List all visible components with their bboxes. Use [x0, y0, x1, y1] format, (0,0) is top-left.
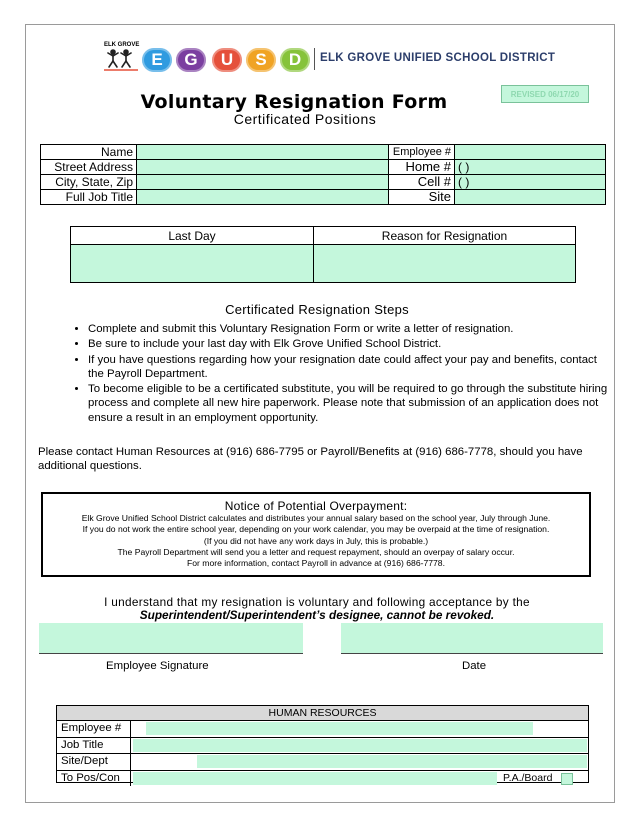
hr-employee-number-label: Employee #	[57, 721, 131, 737]
acknowledgement-emphasis: Superintendent/Superintendent’s designee, cannot be revoked.	[139, 608, 495, 622]
date-label: Date	[462, 660, 487, 672]
hr-job-title-label: Job Title	[57, 738, 131, 754]
reason-field[interactable]	[314, 245, 576, 283]
notice-title: Notice of Potential Overpayment:	[224, 499, 408, 513]
acknowledgement-text: I understand that my resignation is voluntary and following acceptance by the	[104, 595, 530, 609]
notice-line: If you do not work the entire school year, depending on your work calendar, you may be overpaid at the time of resignation.	[82, 524, 550, 535]
overpayment-notice	[41, 492, 591, 577]
notice-line: For more information, contact Payroll in advance at (916) 686-7778.	[187, 558, 445, 569]
city-state-zip-field[interactable]	[137, 175, 389, 190]
form-title: Voluntary Resignation Form	[140, 91, 448, 113]
table-row	[41, 175, 606, 190]
employee-number-label: Employee #	[389, 145, 455, 160]
street-address-field[interactable]	[137, 160, 389, 175]
table-row	[71, 227, 576, 245]
hr-to-pos-label: To Pos/Con	[57, 771, 131, 787]
table-row	[57, 771, 588, 787]
table-row	[41, 190, 606, 205]
home-phone-label: Home #	[389, 160, 455, 175]
street-address-label: Street Address	[41, 160, 137, 175]
hr-site-dept-label: Site/Dept	[57, 754, 131, 770]
list-item: • Be sure to include your last day with Elk Grove Unified School District.	[88, 337, 608, 351]
elk-figures-icon	[104, 49, 140, 71]
human-resources-box	[56, 705, 589, 783]
hr-to-pos-field[interactable]	[133, 772, 497, 785]
pa-board-checkbox[interactable]	[561, 773, 573, 785]
logo-letter: D	[280, 48, 310, 72]
site-field[interactable]	[455, 190, 606, 205]
hr-employee-number-field[interactable]	[146, 722, 533, 735]
home-phone-field[interactable]: ( )	[455, 160, 606, 175]
table-row	[57, 738, 588, 755]
table-row	[41, 160, 606, 175]
job-title-label: Full Job Title	[41, 190, 137, 205]
hr-site-dept-field[interactable]	[197, 755, 587, 768]
list-item: • If you have questions regarding how your resignation date could affect your pay and benefits, contact the Payroll Department.	[88, 353, 608, 382]
elk-logo	[104, 42, 140, 72]
steps-title: Certificated Resignation Steps	[225, 302, 409, 317]
site-label: Site	[389, 190, 455, 205]
district-name: ELK GROVE UNIFIED SCHOOL DISTRICT	[320, 52, 556, 64]
logo-letter: S	[246, 48, 276, 72]
notice-line: (If you did not have any work days in July, this is probable.)	[203, 535, 429, 546]
table-row	[57, 721, 588, 738]
form-subtitle: Certificated Positions	[233, 111, 377, 127]
city-state-zip-label: City, State, Zip	[41, 175, 137, 190]
name-label: Name	[41, 145, 137, 160]
last-day-table	[70, 226, 576, 283]
pa-board-label: P.A./Board	[503, 771, 553, 784]
contact-text: Please contact Human Resources at (916) 686-7795 or Payroll/Benefits at (916) 686-7778, should you have additional questions.	[38, 446, 583, 472]
notice-line: The Payroll Department will send you a letter and request repayment, should an overpay of salary occur.	[117, 546, 515, 557]
employee-number-field[interactable]	[455, 145, 606, 160]
cell-phone-field[interactable]: ( )	[455, 175, 606, 190]
last-day-field[interactable]	[71, 245, 314, 283]
employee-signature-label: Employee Signature	[106, 660, 209, 672]
logo-letter: E	[142, 48, 172, 72]
logo-letter: G	[176, 48, 206, 72]
employee-signature-field[interactable]	[39, 623, 303, 654]
hr-header: HUMAN RESOURCES	[57, 706, 588, 721]
table-row	[41, 145, 606, 160]
table-row	[71, 245, 576, 283]
last-day-header: Last Day	[71, 227, 314, 245]
elk-logo-text: ELK GROVE	[104, 42, 140, 48]
employee-info-table	[40, 144, 606, 205]
cell-phone-label: Cell #	[389, 175, 455, 190]
steps-list	[64, 322, 608, 426]
name-field[interactable]	[137, 145, 389, 160]
logo-letter: U	[212, 48, 242, 72]
table-row	[57, 754, 588, 771]
hr-job-title-field[interactable]	[133, 739, 587, 752]
logo-divider	[314, 48, 315, 70]
list-item: • To become eligible to be a certificated substitute, you will be required to go through the substitute hiring process and complete all new hire paperwork. Please note that submission of an application does not ensure a result in an employment opportunity.	[88, 382, 608, 425]
reason-header: Reason for Resignation	[314, 227, 576, 245]
date-field[interactable]	[341, 623, 603, 654]
notice-line: Elk Grove Unified School District calculates and distributes your annual salary based on the school year, July through June.	[81, 513, 551, 523]
list-item: • Complete and submit this Voluntary Resignation Form or write a letter of resignation.	[88, 322, 608, 336]
job-title-field[interactable]	[137, 190, 389, 205]
revised-stamp: REVISED 06/17/20	[501, 85, 589, 103]
